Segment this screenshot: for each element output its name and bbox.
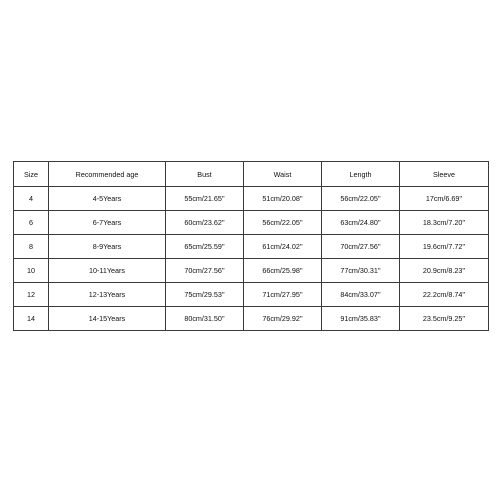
cell-recommended-age: 8-9Years [49,235,166,259]
header-sleeve: Sleeve [400,162,489,187]
cell-sleeve: 18.3cm/7.20'' [400,211,489,235]
cell-size: 8 [14,235,49,259]
cell-length: 84cm/33.07'' [322,283,400,307]
cell-size: 10 [14,259,49,283]
cell-sleeve: 19.6cm/7.72'' [400,235,489,259]
cell-length: 70cm/27.56'' [322,235,400,259]
cell-bust: 75cm/29.53'' [166,283,244,307]
cell-waist: 71cm/27.95'' [244,283,322,307]
cell-sleeve: 20.9cm/8.23'' [400,259,489,283]
header-recommended-age: Recommended age [49,162,166,187]
cell-bust: 80cm/31.50'' [166,307,244,331]
cell-size: 4 [14,187,49,211]
table-row [14,307,489,331]
cell-size: 14 [14,307,49,331]
header-size: Size [14,162,49,187]
header-row [14,162,489,187]
cell-bust: 55cm/21.65'' [166,187,244,211]
cell-length: 56cm/22.05'' [322,187,400,211]
cell-sleeve: 22.2cm/8.74'' [400,283,489,307]
cell-length: 77cm/30.31'' [322,259,400,283]
cell-waist: 66cm/25.98'' [244,259,322,283]
cell-waist: 56cm/22.05'' [244,211,322,235]
table-row [14,187,489,211]
cell-waist: 61cm/24.02'' [244,235,322,259]
table-row [14,283,489,307]
cell-recommended-age: 10-11Years [49,259,166,283]
cell-size: 6 [14,211,49,235]
cell-bust: 60cm/23.62'' [166,211,244,235]
cell-waist: 51cm/20.08'' [244,187,322,211]
table-row [14,211,489,235]
header-bust: Bust [166,162,244,187]
cell-recommended-age: 6-7Years [49,211,166,235]
header-waist: Waist [244,162,322,187]
table-row [14,259,489,283]
cell-sleeve: 23.5cm/9.25'' [400,307,489,331]
cell-recommended-age: 12-13Years [49,283,166,307]
cell-recommended-age: 4-5Years [49,187,166,211]
table-row [14,235,489,259]
size-chart-table [13,161,489,331]
cell-recommended-age: 14-15Years [49,307,166,331]
header-length: Length [322,162,400,187]
cell-bust: 65cm/25.59'' [166,235,244,259]
cell-length: 91cm/35.83'' [322,307,400,331]
cell-sleeve: 17cm/6.69'' [400,187,489,211]
cell-bust: 70cm/27.56'' [166,259,244,283]
cell-length: 63cm/24.80'' [322,211,400,235]
cell-waist: 76cm/29.92'' [244,307,322,331]
size-chart-body [14,187,489,331]
size-chart-header [14,162,489,187]
cell-size: 12 [14,283,49,307]
